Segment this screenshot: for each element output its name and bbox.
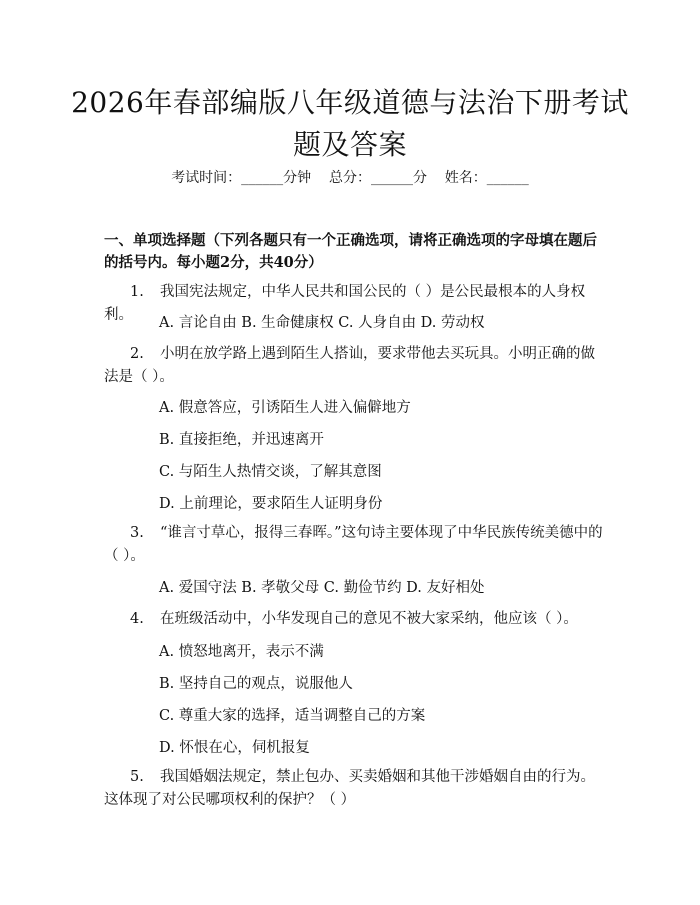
option-a: A. 假意答应，引诱陌生人进入偏僻地方 — [159, 400, 411, 416]
question-text: 我国宪法规定，中华人民共和国公民的（ ）是公民最根本的人身权利。 — [104, 284, 586, 323]
question-1-options: A. 言论自由 B. 生命健康权 C. 人身自由 D. 劳动权 — [159, 315, 485, 331]
question-text: 我国婚姻法规定，禁止包办、买卖婚姻和其他干涉婚姻自由的行为。这体现了对公民哪项权利的保护？（ ） — [104, 769, 595, 808]
question-3-options: A. 爱国守法 B. 孝敬父母 C. 勤俭节约 D. 友好相处 — [159, 580, 485, 596]
question-number: 4. — [130, 611, 144, 627]
question-4 — [104, 608, 604, 631]
section-heading: 一、单项选择题（下列各题只有一个正确选项，请将正确选项的字母填在题后的括号内。每小题2分，共40分） — [104, 232, 597, 271]
option-d: D. 上前理论，要求陌生人证明身份 — [159, 496, 383, 512]
question-number: 2. — [130, 346, 144, 362]
option-b: B. 直接拒绝，并迅速离开 — [159, 432, 324, 448]
question-2 — [104, 343, 604, 389]
question-text: 小明在放学路上遇到陌生人搭讪，要求带他去买玩具。小明正确的做法是（ ）。 — [104, 346, 595, 385]
option-c: C. 与陌生人热情交谈，了解其意图 — [159, 464, 382, 480]
exam-info-line: 考试时间：______分钟 总分：______分 姓名：______ — [171, 170, 529, 186]
question-3 — [104, 522, 604, 568]
question-number: 1. — [130, 284, 144, 300]
option-c: C. 尊重大家的选择，适当调整自己的方案 — [159, 708, 426, 724]
option-d: D. 怀恨在心，伺机报复 — [159, 740, 310, 756]
document-title: 2026年春部编版八年级道德与法治下册考试题及答案 — [71, 86, 629, 161]
question-text: “谁言寸草心，报得三春晖。”这句诗主要体现了中华民族传统美德中的（ ）。 — [104, 525, 603, 564]
question-number: 5. — [130, 769, 144, 785]
option-a: A. 愤怒地离开，表示不满 — [159, 644, 324, 660]
question-5 — [104, 766, 604, 812]
option-b: B. 坚持自己的观点，说服他人 — [159, 676, 353, 692]
question-number: 3. — [130, 525, 144, 541]
question-text: 在班级活动中，小华发现自己的意见不被大家采纳，他应该（ ）。 — [160, 611, 578, 627]
